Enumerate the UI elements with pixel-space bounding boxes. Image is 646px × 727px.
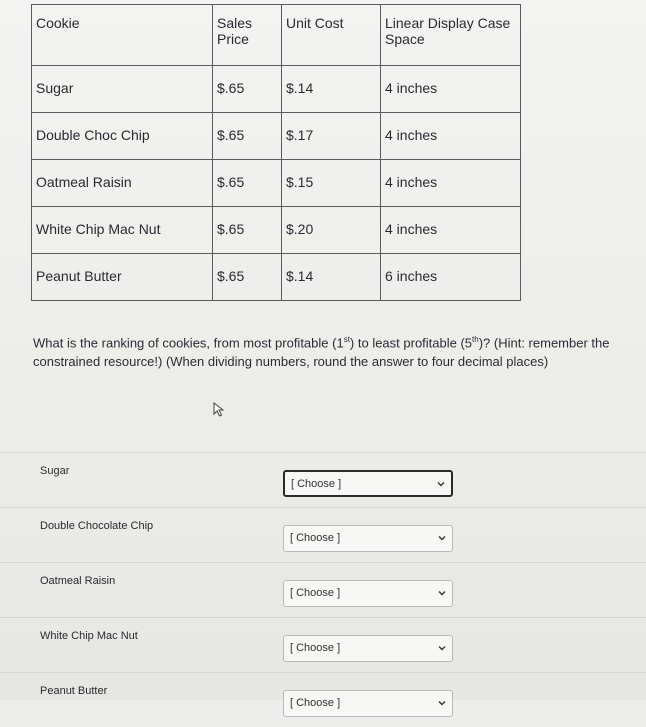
cell-cookie: Oatmeal Raisin (32, 160, 213, 207)
answer-label: Peanut Butter (40, 685, 108, 697)
cell-space: 6 inches (381, 254, 521, 301)
answer-list (0, 452, 646, 727)
table-row (32, 113, 521, 160)
table-row (32, 160, 521, 207)
question-text (33, 330, 623, 371)
question-part: )? (Hint: remember the constrained resource!) (When dividing numbers, round the answer to four decimal places) (33, 335, 610, 370)
cell-cookie: Peanut Butter (32, 254, 213, 301)
select-value: [ Choose ] (290, 587, 341, 599)
cell-cookie: Sugar (32, 66, 213, 113)
ranking-select-double-chocolate-chip[interactable] (283, 525, 453, 552)
cookie-data-table (31, 4, 521, 301)
header-display-space: Linear Display Case Space (381, 5, 521, 66)
cell-cost: $.15 (282, 160, 381, 207)
chevron-down-icon (438, 699, 446, 707)
header-sales-price: Sales Price (213, 5, 282, 66)
answer-row-oatmeal-raisin (0, 562, 646, 617)
cell-cost: $.20 (282, 207, 381, 254)
cell-price: $.65 (213, 207, 282, 254)
cell-cookie: Double Choc Chip (32, 113, 213, 160)
answer-row-white-chip-mac-nut (0, 617, 646, 672)
cell-price: $.65 (213, 113, 282, 160)
chevron-down-icon (437, 480, 445, 488)
chevron-down-icon (438, 589, 446, 597)
question-part: What is the ranking of cookies, from most profitable (1 (33, 335, 344, 351)
cell-price: $.65 (213, 160, 282, 207)
chevron-down-icon (438, 534, 446, 542)
cell-space: 4 inches (381, 160, 521, 207)
ranking-select-sugar[interactable] (283, 470, 453, 497)
ranking-select-white-chip-mac-nut[interactable] (283, 635, 453, 662)
header-unit-cost: Unit Cost (282, 5, 381, 66)
cell-space: 4 inches (381, 66, 521, 113)
answer-label: White Chip Mac Nut (40, 630, 138, 642)
question-part: ) to least profitable (5 (349, 335, 473, 351)
cell-cookie: White Chip Mac Nut (32, 207, 213, 254)
answer-label: Sugar (40, 465, 70, 477)
cell-space: 4 inches (381, 113, 521, 160)
cell-cost: $.14 (282, 254, 381, 301)
answer-row-sugar (0, 452, 646, 507)
cell-cost: $.14 (282, 66, 381, 113)
answer-label: Double Chocolate Chip (40, 520, 154, 532)
cell-space: 4 inches (381, 207, 521, 254)
chevron-down-icon (438, 644, 446, 652)
select-value: [ Choose ] (290, 697, 341, 709)
ranking-select-peanut-butter[interactable] (283, 690, 453, 717)
select-value: [ Choose ] (290, 532, 341, 544)
ranking-select-oatmeal-raisin[interactable] (283, 580, 453, 607)
header-cookie: Cookie (32, 5, 213, 66)
table-row (32, 66, 521, 113)
select-value: [ Choose ] (290, 642, 341, 654)
answer-label: Oatmeal Raisin (40, 575, 116, 587)
select-value: [ Choose ] (291, 478, 342, 490)
table-row (32, 207, 521, 254)
answer-row-peanut-butter (0, 672, 646, 727)
cell-price: $.65 (213, 66, 282, 113)
table-row (32, 254, 521, 301)
ordinal-suffix: th (472, 335, 479, 344)
ordinal-suffix: st (343, 335, 350, 344)
table-header-row (32, 5, 521, 66)
answer-row-double-chocolate-chip (0, 507, 646, 562)
cell-price: $.65 (213, 254, 282, 301)
cell-cost: $.17 (282, 113, 381, 160)
mouse-pointer-icon (212, 402, 226, 418)
